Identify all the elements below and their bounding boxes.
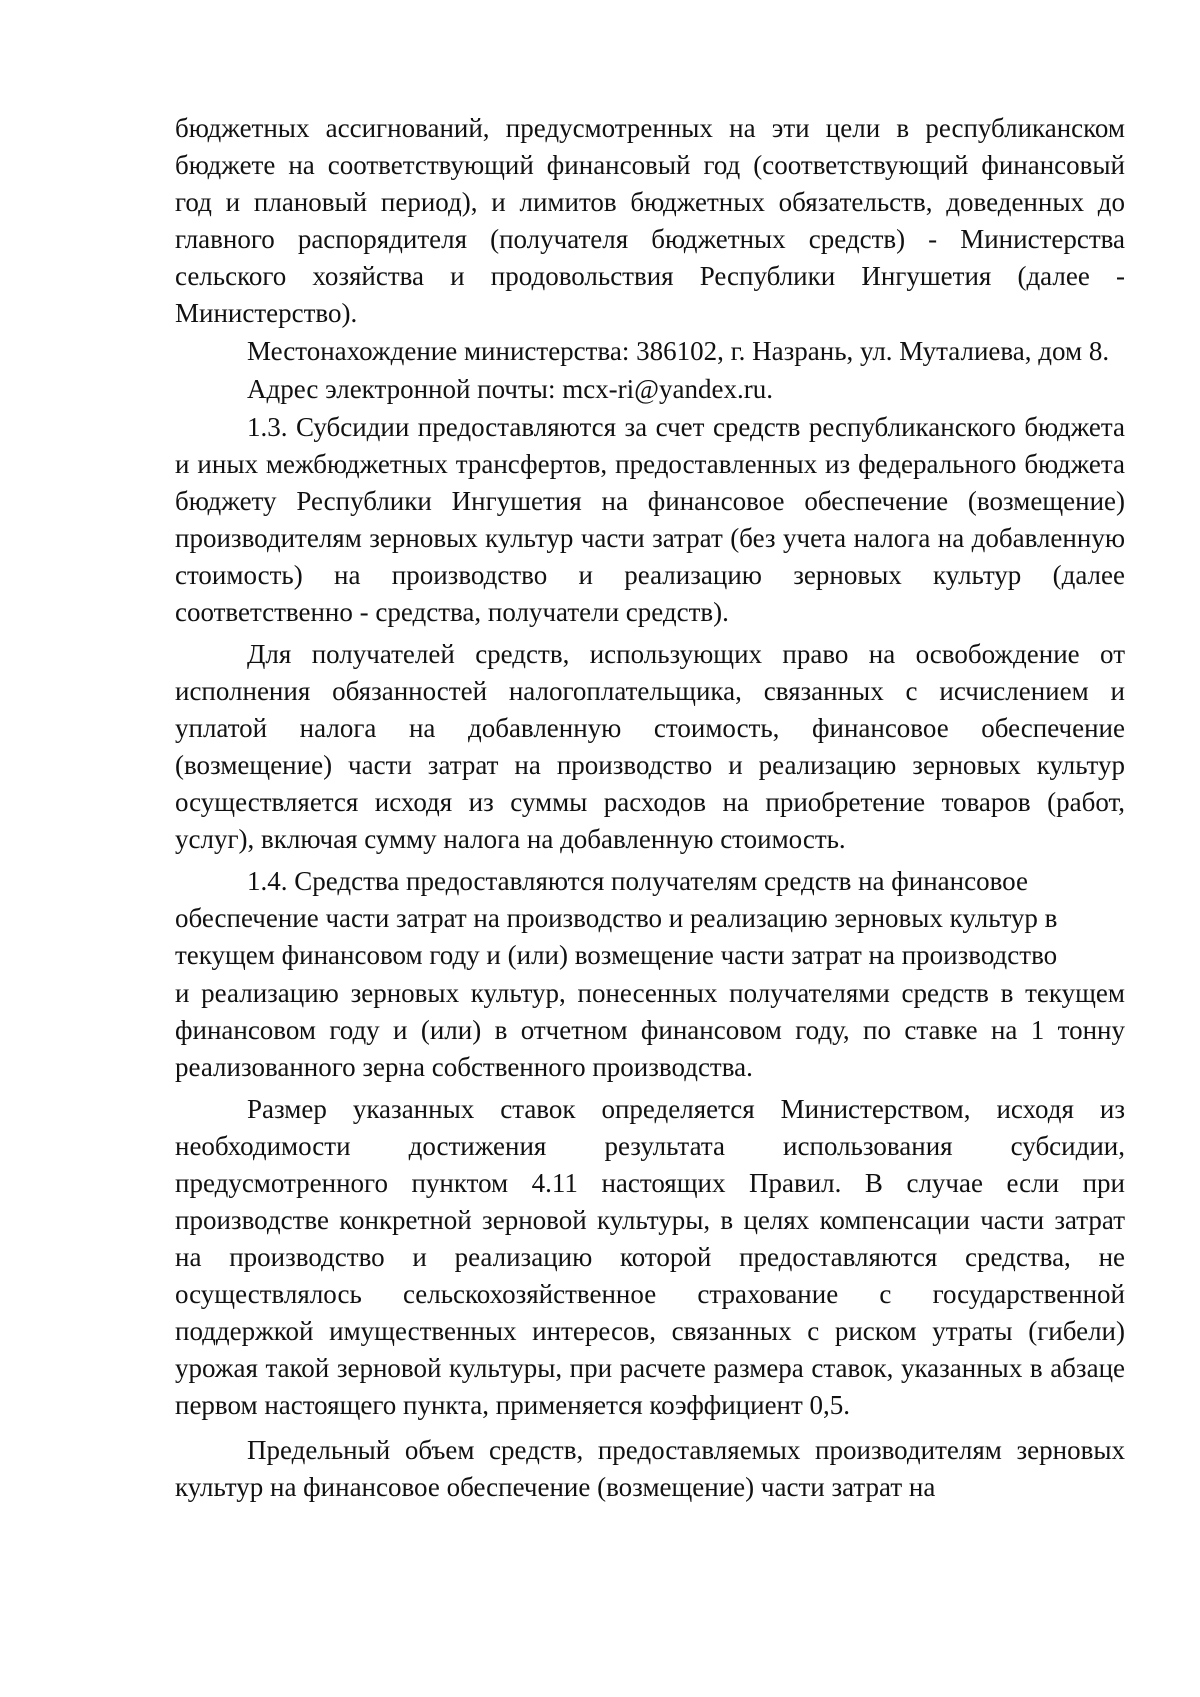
paragraph-vat-exemption: Для получателей средств, использующих право на освобождение от исполнения обязанностей налогоплательщика, связанных с исчислением и уплатой налога на добавленную стоимость, финансовое обеспечение (возмещение) части затрат на производство и реализацию зерновых культур осуществляется исходя из суммы расходов на приобретение товаров (работ, услуг), включая сумму налога на добавленную стоимость.	[175, 639, 1125, 854]
paragraph-rate-size: Размер указанных ставок определяется Министерством, исходя из необходимости достижения результата использования субсидии, предусмотренного пунктом 4.11 настоящих Правил. В случае если при производстве конкретной зерновой культуры, в целях компенсации части затрат на производство и реализацию которой предоставляются средства, не осуществлялось сельскохозяйственное страхование с государственной поддержкой имущественных интересов, связанных с риском утраты (гибели) урожая такой зерновой культуры, при расчете размера ставок, указанных в абзаце первом настоящего пункта, применяется коэффициент 0,5.	[175, 1094, 1125, 1420]
paragraph-budget-allocations: бюджетных ассигнований, предусмотренных на эти цели в республиканском бюджете на соответствующий финансовый год (соответствующий финансовый год и плановый период), и лимитов бюджетных обязательств, доведенных до главного распорядителя (получателя бюджетных средств) - Министерства сельского хозяйства и продовольствия Республики Ингушетия (далее - Министерство).	[175, 113, 1125, 328]
paragraph-maximum-volume: Предельный объем средств, предоставляемых производителям зерновых культур на финансовое обеспечение (возмещение) части затрат на	[175, 1435, 1125, 1502]
paragraph-ministry-location: Местонахождение министерства: 386102, г. Назрань, ул. Муталиева, дом 8.	[247, 336, 1110, 366]
paragraph-email-address: Адрес электронной почты: mcx-ri@yandex.ru.	[247, 374, 773, 404]
paragraph-1-4-continuation: и реализацию зерновых культур, понесенных получателями средств в текущем финансовом году и (или) в отчетном финансовом году, по ставке на 1 тонну реализованного зерна собственного производства.	[175, 978, 1125, 1082]
paragraph-1-3-subsidies: 1.3. Субсидии предоставляются за счет средств республиканского бюджета и иных межбюджетных трансфертов, предоставленных из федерального бюджета бюджету Республики Ингушетия на финансовое обеспечение (возмещение) производителям зерновых культур части затрат (без учета налога на добавленную стоимость) на производство и реализацию зерновых культур (далее соответственно - средства, получатели средств).	[175, 412, 1125, 627]
document-page	[175, 110, 1125, 1506]
paragraph-1-4-means: 1.4. Средства предоставляются получателям средств на финансовое обеспечение части затрат на производство и реализацию зерновых культур в текущем финансовом году и (или) возмещение части затрат на производство	[175, 866, 1058, 970]
